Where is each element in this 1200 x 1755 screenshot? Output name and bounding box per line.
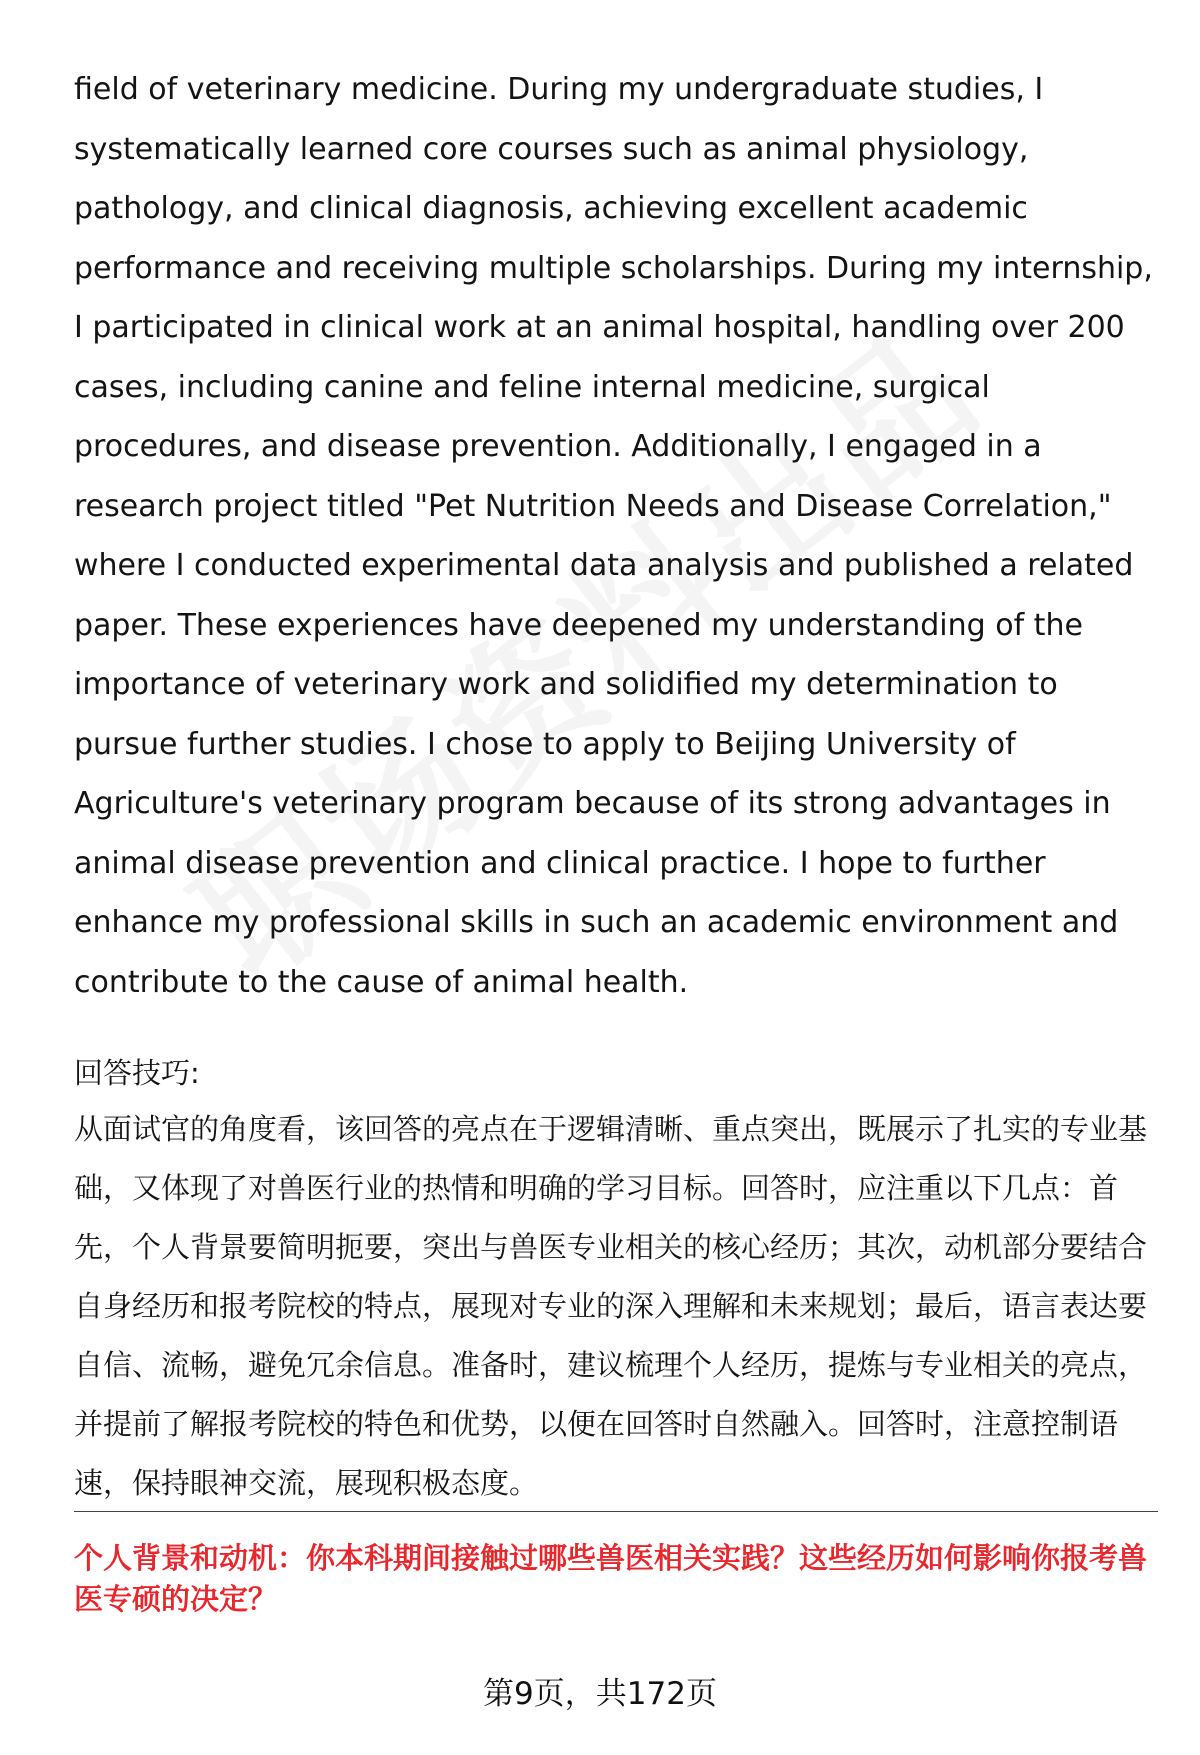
tips-heading: 回答技巧: <box>74 1056 200 1090</box>
answer-paragraph: field of veterinary medicine. During my undergraduate studies, I systematically learned core courses such as animal physiology, pathology, and clinical diagnosis, achieving excellent academic performance and receiving multiple scholarships. During my internship, I participated in clinical work at an animal hospital, handling over 200 cases, including canine and feline internal medicine, surgical procedures, and disease prevention. Additionally, I engaged in a research project titled "Pet Nutrition Needs and Disease Correlation," where I conducted experimental data analysis and published a related paper. These experiences have deepened my understanding of the importance of veterinary work and solidified my determination to pursue further studies. I chose to apply to Beijing University of Agriculture's veterinary program because of its strong advantages in animal disease prevention and clinical practice. I hope to further enhance my professional skills in such an academic environment and contribute to the cause of animal health. <box>74 72 1153 1000</box>
page-content <box>74 60 1159 1513</box>
question-heading: 个人背景和动机：你本科期间接触过哪些兽医相关实践？这些经历如何影响你报考兽医专硕的决定？ <box>74 1541 1148 1616</box>
section-divider <box>74 1511 1158 1512</box>
tips-body: 从面试官的角度看，该回答的亮点在于逻辑清晰、重点突出，既展示了扎实的专业基础，又体现了对兽医行业的热情和明确的学习目标。回答时，应注重以下几点：首先，个人背景要简明扼要，突出与兽医专业相关的核心经历；其次，动机部分要结合自身经历和报考院校的特点，展现对专业的深入理解和未来规划；最后，语言表达要自信、流畅，避免冗余信息。准备时，建议梳理个人经历，提炼与专业相关的亮点，并提前了解报考院校的特色和优势，以便在回答时自然融入。回答时，注意控制语速，保持眼神交流，展现积极态度。 <box>74 1112 1148 1500</box>
page-number-footer: 第9页，共172页 <box>483 1676 717 1712</box>
